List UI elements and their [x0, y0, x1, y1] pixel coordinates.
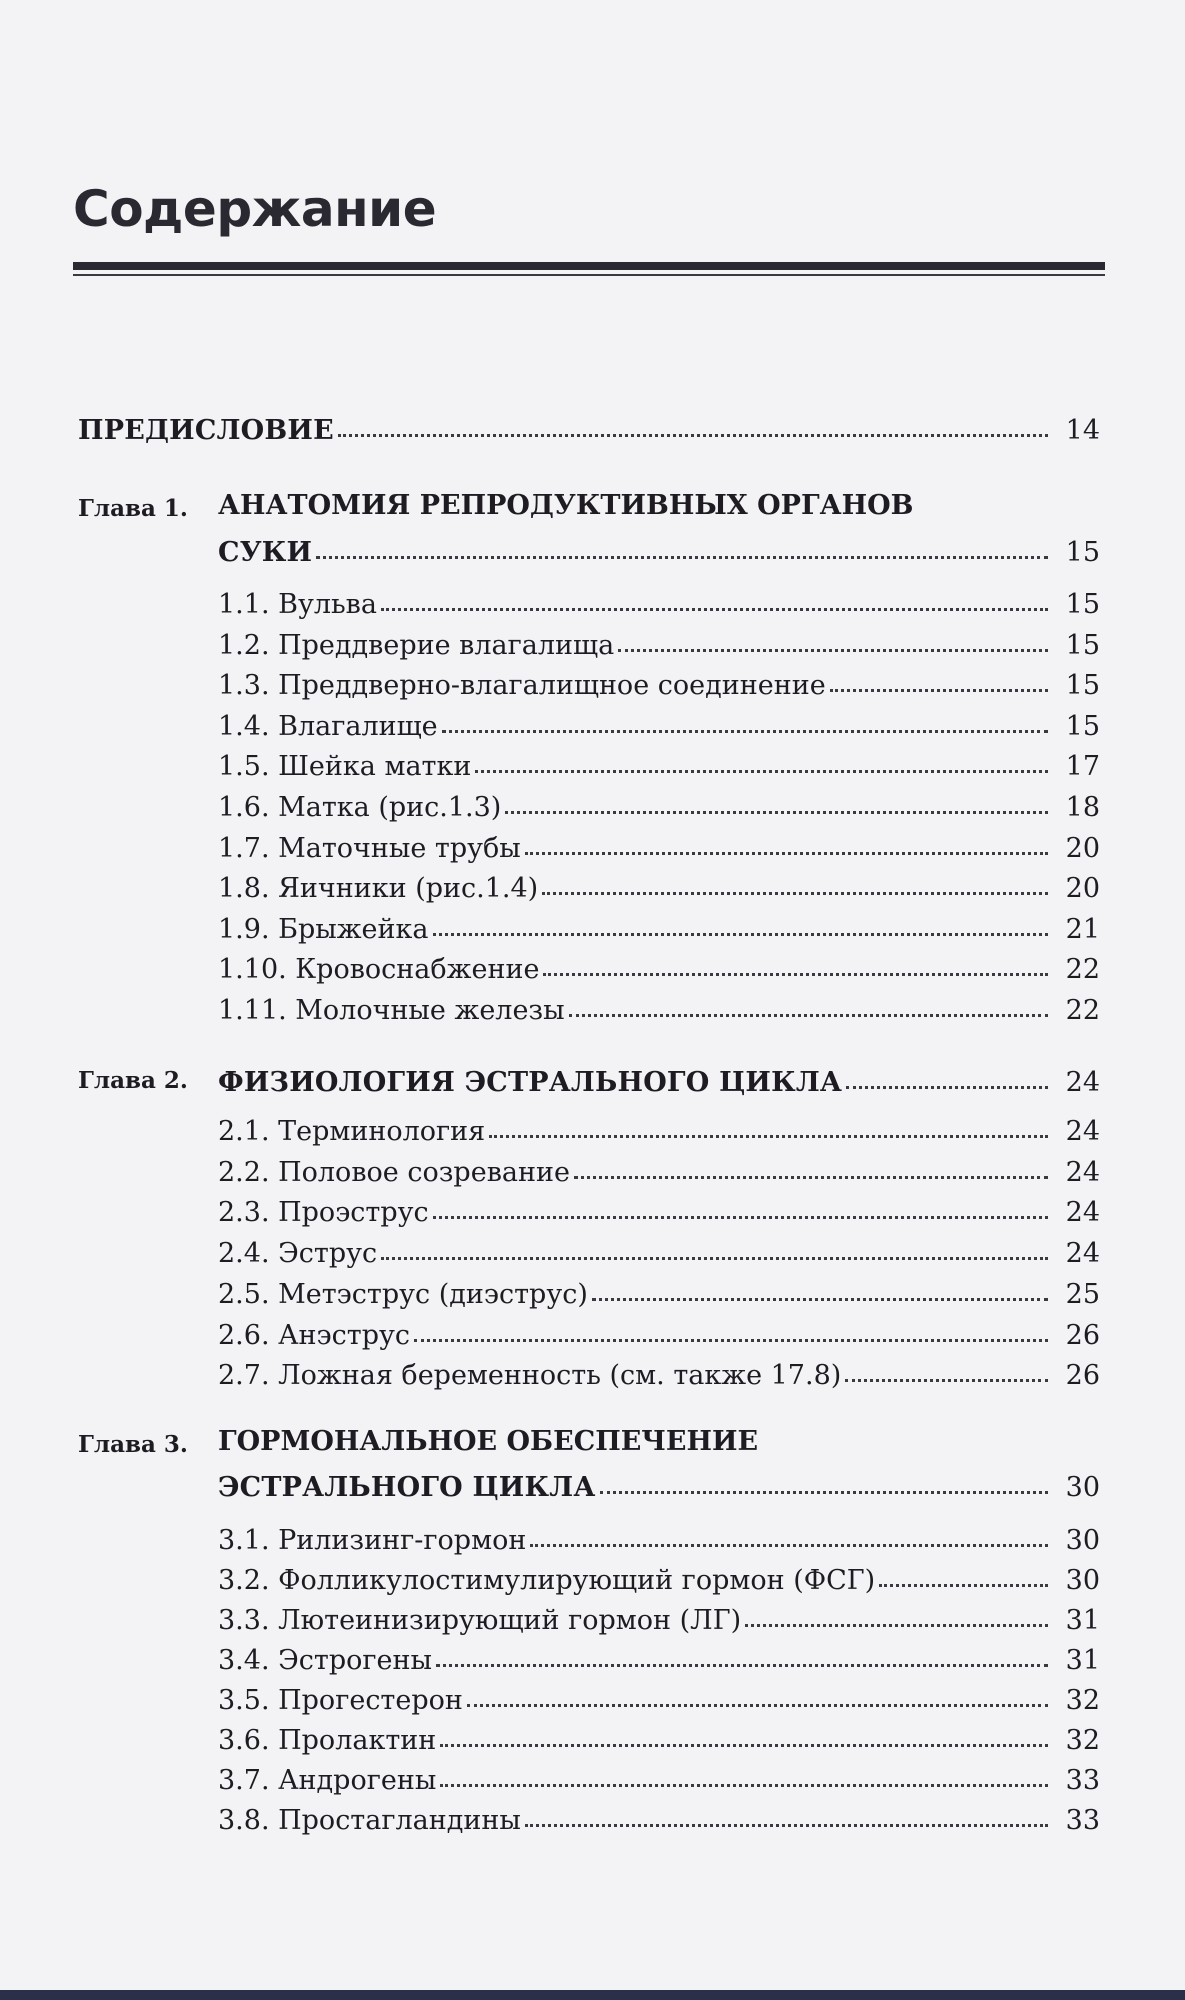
dot-leader [543, 973, 1048, 976]
page-title: Содержание [73, 180, 437, 238]
toc-page-number: 24 [1065, 1197, 1100, 1229]
toc-entry-label: 2.4. Эструс [218, 1238, 378, 1270]
chapter-number: Глава 3. [78, 1431, 188, 1458]
toc-entry-label: 1.10. Кровоснабжение [218, 954, 540, 986]
toc-entry-label: 1.3. Преддверно-влагалищное соединение [218, 670, 826, 702]
toc-page-number: 17 [1065, 751, 1100, 783]
toc-entry-section[interactable] [218, 704, 1100, 740]
dot-leader [381, 1257, 1048, 1260]
toc-entry-label: 2.6. Анэструс [218, 1319, 411, 1351]
dot-leader [745, 1624, 1048, 1627]
toc-entry-label: 1.4. Влагалище [218, 710, 438, 742]
toc-entry-section[interactable] [218, 1638, 1100, 1674]
dot-leader [338, 434, 1048, 437]
toc-entry-section[interactable] [218, 1353, 1100, 1392]
toc-entry-section[interactable] [218, 1313, 1100, 1349]
toc-entry-label: 3.5. Прогестерон [218, 1685, 463, 1716]
toc-entry-section[interactable] [218, 1558, 1100, 1594]
toc-entry-section[interactable] [218, 785, 1100, 821]
toc-page-number: 15 [1065, 670, 1100, 702]
toc-entry-label: 1.8. Яичники (рис.1.4) [218, 873, 539, 905]
toc-page-number: 33 [1065, 1765, 1100, 1796]
toc-page-number: 15 [1065, 537, 1100, 568]
dot-leader [525, 1824, 1048, 1827]
dot-leader [433, 933, 1048, 936]
toc-entry-section[interactable] [218, 663, 1100, 702]
chapter-title: ГОРМОНАЛЬНОЕ ОБЕСПЕЧЕНИЕ [218, 1426, 759, 1457]
toc-page-number: 31 [1065, 1605, 1100, 1636]
dot-leader [475, 770, 1048, 773]
toc-entry-section[interactable] [218, 1758, 1100, 1794]
toc-page-number: 15 [1065, 710, 1100, 742]
dot-leader [542, 892, 1048, 895]
toc-page-number: 21 [1065, 913, 1100, 945]
dot-leader [433, 1216, 1048, 1219]
toc-entry-section[interactable] [218, 1150, 1100, 1186]
toc-entry-label: 3.2. Фолликулостимулирующий гормон (ФСГ) [218, 1565, 876, 1596]
dot-leader [879, 1584, 1048, 1587]
chapter-number: Глава 1. [78, 495, 188, 522]
dot-leader [440, 1744, 1048, 1747]
toc-entry-label: 1.9. Брыжейка [218, 913, 429, 945]
toc-page-number: 18 [1065, 792, 1100, 823]
toc-entry-label: 3.1. Рилизинг-гормон [218, 1525, 527, 1556]
chapter-title: АНАТОМИЯ РЕПРОДУКТИВНЫХ ОРГАНОВ [218, 490, 914, 521]
toc-page-number: 22 [1065, 995, 1100, 1026]
toc-page-number: 30 [1065, 1472, 1100, 1503]
chapter-title-cont: ЭСТРАЛЬНОГО ЦИКЛА [218, 1472, 596, 1503]
toc-entry-section[interactable] [218, 1190, 1100, 1229]
toc-entry-label: 2.7. Ложная беременность (см. также 17.8) [218, 1360, 842, 1392]
toc-page-number: 22 [1065, 954, 1100, 986]
toc-entry-label: 3.3. Лютеинизирующий гормон (ЛГ) [218, 1605, 742, 1636]
scan-edge [0, 1990, 1185, 2000]
toc-page-number: 24 [1065, 1067, 1100, 1098]
toc-page-number: 32 [1065, 1685, 1100, 1716]
toc-entry-label: 1.6. Матка (рис.1.3) [218, 792, 502, 823]
toc-page-number: 24 [1065, 1238, 1100, 1270]
toc-page-number: 30 [1065, 1565, 1100, 1596]
toc-page-number: 24 [1065, 1156, 1100, 1188]
toc-page-number: 24 [1065, 1116, 1100, 1147]
dot-leader [436, 1664, 1048, 1667]
toc-entry-section[interactable] [218, 1272, 1100, 1308]
dot-leader [525, 852, 1048, 855]
toc-entry-preface[interactable] [78, 408, 1100, 444]
toc-page-number: 26 [1065, 1360, 1100, 1392]
toc-entry-section[interactable] [218, 623, 1100, 659]
toc-entry-label: 1.1. Вульва [218, 589, 377, 620]
toc-entry-label: 2.3. Проэструс [218, 1197, 429, 1229]
dot-leader [530, 1544, 1048, 1547]
toc-page-number: 31 [1065, 1645, 1100, 1676]
toc-page-number: 15 [1065, 589, 1100, 620]
toc-entry-label: 3.7. Андрогены [218, 1765, 437, 1796]
toc-entry-section[interactable] [218, 907, 1100, 943]
toc-page-number: 20 [1065, 873, 1100, 905]
toc-entry-label: 3.4. Эстрогены [218, 1645, 432, 1676]
toc-entry-section[interactable] [218, 1109, 1100, 1145]
toc-page-number: 15 [1065, 629, 1100, 661]
toc-entry-label: 2.5. Метэструс (диэструс) [218, 1278, 588, 1310]
dot-leader [600, 1491, 1048, 1494]
toc-entry-section[interactable] [218, 1231, 1100, 1270]
toc-entry-label: 2.2. Половое созревание [218, 1156, 570, 1188]
toc-page-number: 26 [1065, 1319, 1100, 1351]
dot-leader [442, 730, 1048, 733]
dot-leader [489, 1135, 1048, 1138]
toc-entry-section[interactable] [218, 988, 1100, 1024]
dot-leader [618, 649, 1048, 652]
toc-entry-label: 1.5. Шейка матки [218, 751, 472, 783]
dot-leader [830, 689, 1048, 692]
dot-leader [467, 1704, 1048, 1707]
toc-entry-section[interactable] [218, 947, 1100, 986]
title-rule-thick [73, 262, 1105, 270]
toc-entry-section[interactable] [218, 1678, 1100, 1714]
toc-page-number: 25 [1065, 1278, 1100, 1310]
toc-entry-label: 2.1. Терминология [218, 1116, 486, 1147]
chapter-title: ФИЗИОЛОГИЯ ЭСТРАЛЬНОГО ЦИКЛА [218, 1067, 843, 1098]
dot-leader [381, 608, 1048, 611]
toc-entry-label: 3.8. Простагландины [218, 1805, 521, 1836]
toc-page-number: 30 [1065, 1525, 1100, 1556]
dot-leader [414, 1339, 1048, 1342]
toc-entry-section[interactable] [218, 1598, 1100, 1634]
dot-leader [440, 1784, 1048, 1787]
toc-entry-section[interactable] [218, 866, 1100, 905]
dot-leader [574, 1176, 1048, 1179]
toc-entry-chapter-3[interactable] [218, 1465, 1100, 1501]
title-rule-thin [73, 274, 1105, 276]
dot-leader [845, 1379, 1048, 1382]
toc-page-number: 14 [1065, 415, 1100, 446]
toc-entry-section[interactable] [218, 1798, 1100, 1834]
toc-entry-section[interactable] [218, 744, 1100, 783]
toc-entry-section[interactable] [218, 826, 1100, 862]
toc-entry-label: 1.7. Маточные трубы [218, 832, 521, 864]
toc-entry-label: 1.11. Молочные железы [218, 995, 565, 1026]
dot-leader [846, 1086, 1048, 1089]
toc-entry-chapter-2[interactable] [218, 1060, 1100, 1096]
toc-page-number: 32 [1065, 1725, 1100, 1756]
toc-entry-label: 1.2. Преддверие влагалища [218, 629, 615, 661]
toc-page-number: 33 [1065, 1805, 1100, 1836]
dot-leader [569, 1014, 1048, 1017]
dot-leader [592, 1298, 1048, 1301]
toc-entry-chapter-1[interactable] [218, 530, 1100, 566]
toc-entry-section[interactable] [218, 1518, 1100, 1554]
chapter-title-cont: СУКИ [218, 537, 313, 568]
toc-page-number: 20 [1065, 832, 1100, 864]
dot-leader [505, 811, 1048, 814]
toc-entry-label: 3.6. Пролактин [218, 1725, 437, 1756]
toc-entry-section[interactable] [218, 1718, 1100, 1754]
toc-entry-label: ПРЕДИСЛОВИЕ [78, 415, 334, 446]
toc-entry-section[interactable] [218, 582, 1100, 618]
dot-leader [316, 556, 1048, 559]
chapter-number: Глава 2. [78, 1067, 188, 1094]
